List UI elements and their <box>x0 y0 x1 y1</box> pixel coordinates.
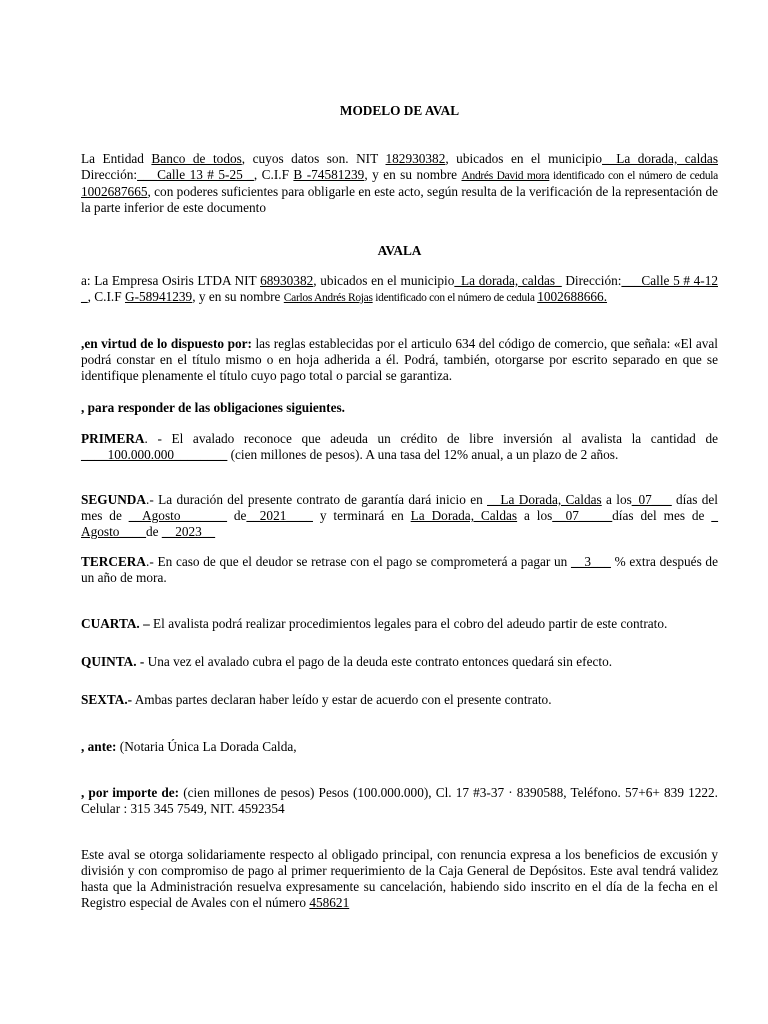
text: identificado con el número de cedula <box>372 292 538 304</box>
guaranteed-nit: 68930382 <box>260 273 314 288</box>
obligations-intro <box>81 400 718 416</box>
text: , C.I.F <box>87 289 125 304</box>
start-month: __Agosto_______ <box>128 508 228 523</box>
guaranteed-representative: Carlos Andrés Rojas <box>283 292 373 304</box>
end-year: __2023__ <box>161 524 216 539</box>
end-place: La Dorada, Caldas <box>410 508 518 523</box>
text: las reglas establecidas por el articulo 634 del código de comercio, que señala: «El aval podrá constar en el título mismo o en hoja adherida a él. Podrá, también, otorgarse por escrito separado en que se identifique plenamente el título cuyo pago total o parcial se garantiza. <box>81 336 718 383</box>
end-month: _ Agosto____ <box>81 508 719 539</box>
loan-amount: ____100.000.000________ <box>81 447 228 462</box>
text: . - El avalado reconoce que adeuda un crédito de libre inversión al avalista la cantidad de <box>144 431 718 446</box>
text: Dirección: <box>561 273 622 288</box>
guarantor-id-number: 1002687665 <box>81 184 148 199</box>
clause-primera <box>81 431 718 463</box>
clause-label: CUARTA. – <box>81 616 150 631</box>
clause-label: TERCERA <box>81 554 147 569</box>
text: de <box>146 524 162 539</box>
start-day: _07___ <box>631 492 672 507</box>
text: (cien millones de pesos). A una tasa del 12% anual, a un plazo de 2 años. <box>227 447 619 462</box>
text: (cien millones de pesos) Pesos (100.000.000), Cl. 17 #3-37 · 8390588, Teléfono. 57+6+ 839 1222. Celular : 315 345 7549, NIT. 4592354 <box>81 785 718 816</box>
legal-basis-label: ,en virtud de lo dispuesto por: <box>81 336 252 351</box>
start-place: __La Dorada, Caldas <box>487 492 602 507</box>
text: , y en su nombre <box>364 167 462 182</box>
text: identificado con el número de cedula <box>549 170 718 182</box>
text: días del mes de <box>81 492 718 523</box>
registry-number: 458621 <box>309 895 350 910</box>
guarantor-cif: B -74581239 <box>293 167 365 182</box>
clause-label: QUINTA. - <box>81 654 145 669</box>
clause-label: PRIMERA <box>81 431 145 446</box>
guarantor-municipality: _ La dorada, caldas <box>602 151 719 166</box>
avala-heading: AVALA <box>377 243 422 258</box>
notary-label: , ante: <box>81 739 117 754</box>
text: La Entidad <box>81 151 152 166</box>
text: , ubicados en el municipio <box>445 151 603 166</box>
obligations-intro-text: , para responder de las obligaciones siguientes. <box>81 400 345 415</box>
text: Ambas partes declaran haber leído y estar de acuerdo con el presente contrato. <box>132 692 552 707</box>
end-day: __07_____ <box>552 508 613 523</box>
text: a: La Empresa Osiris LTDA NIT <box>81 273 261 288</box>
clause-cuarta <box>81 616 718 632</box>
guaranteed-cif: G-58941239 <box>124 289 193 304</box>
text: y terminará en <box>312 508 411 523</box>
document-title: MODELO DE AVAL <box>339 103 460 118</box>
text: Este aval se otorga solidariamente respecto al obligado principal, con renuncia expresa a los beneficios de excusión y división y con compromiso de pago al primer requerimiento de la Caja General de Depósitos. Este aval tendrá validez hasta que la Administración resuelva expresamente su cancelación, habiendo sido inscrito en el día de la fecha en el Registro especial de Avales con el número <box>81 847 718 910</box>
guaranteed-address: ___Calle 5 # 4-12 _ <box>81 273 718 304</box>
text: (Notaria Única La Dorada Calda, <box>116 739 297 754</box>
text: Una vez el avalado cubra el pago de la deuda este contrato entonces quedará sin efecto. <box>144 654 613 669</box>
text: , C.I.F <box>253 167 294 182</box>
text: El avalista podrá realizar procedimientos legales para el cobro del adeudo partir de este contrato. <box>149 616 668 631</box>
guarantor-representative: Andrés David mora <box>461 170 550 182</box>
clause-quinta <box>81 654 718 670</box>
text: de <box>227 508 247 523</box>
guarantor-address: ___Calle 13 # 5-25 _ <box>137 167 254 182</box>
text: días del mes de <box>612 508 712 523</box>
text: , cuyos datos son. NIT <box>241 151 386 166</box>
clause-segunda <box>81 492 718 540</box>
closing-paragraph <box>81 847 718 911</box>
text: , con poderes suficientes para obligarle en este acto, según resulta de la verificación de la representación de la parte inferior de este documento <box>81 184 718 215</box>
text: Dirección: <box>81 167 138 182</box>
extra-percentage: __3___ <box>571 554 611 569</box>
guarantor-paragraph <box>81 151 718 216</box>
amount-label: , por importe de: <box>81 785 180 800</box>
text: , y en su nombre <box>192 289 284 304</box>
text: a los <box>601 492 632 507</box>
amount-paragraph <box>81 785 718 817</box>
text: a los <box>517 508 553 523</box>
clause-label: SEXTA.- <box>81 692 133 707</box>
guaranteed-paragraph <box>81 273 718 306</box>
guaranteed-id-number: 1002688666. <box>537 289 608 304</box>
notary-line <box>81 739 718 755</box>
guarantor-nit: 182930382 <box>385 151 446 166</box>
legal-basis-paragraph <box>81 336 718 384</box>
guarantor-entity: Banco de todos <box>151 151 242 166</box>
text: .- La duración del presente contrato de garantía dará inicio en <box>146 492 488 507</box>
text: .- En caso de que el deudor se retrase con el pago se comprometerá a pagar un <box>146 554 572 569</box>
guaranteed-municipality: _La dorada, caldas_ <box>454 273 562 288</box>
text: , ubicados en el municipio <box>313 273 455 288</box>
start-year: __2021____ <box>246 508 313 523</box>
clause-label: SEGUNDA <box>81 492 147 507</box>
clause-sexta <box>81 692 718 708</box>
text: % extra después de un año de mora. <box>81 554 718 585</box>
clause-tercera <box>81 554 718 586</box>
